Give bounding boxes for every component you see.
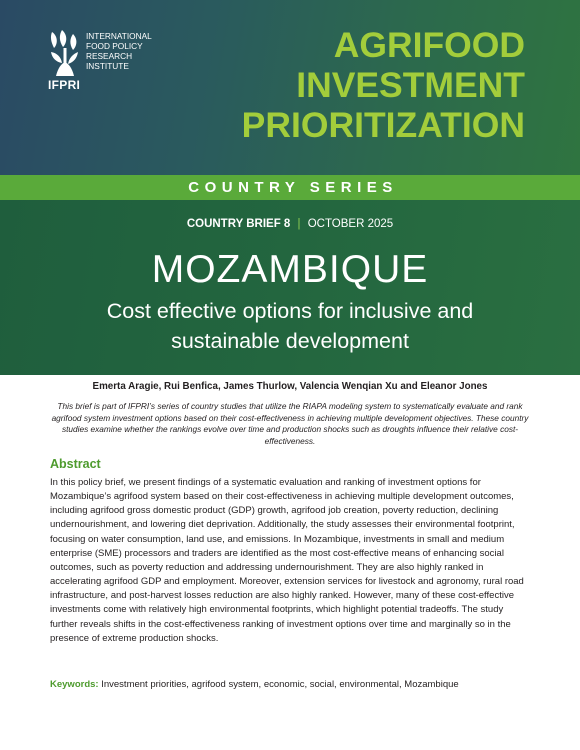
- ifpri-logo[interactable]: [48, 30, 158, 90]
- brief-separator: |: [297, 218, 301, 230]
- ifpri-wheat-icon: [48, 30, 82, 78]
- logo-line: INSTITUTE: [86, 61, 129, 71]
- cover-title-block: [0, 200, 580, 375]
- keywords-text: Investment priorities, agrifood system, economic, social, environmental, Mozambique: [101, 679, 459, 690]
- keywords-label: Keywords:: [50, 679, 99, 690]
- keywords: [50, 679, 532, 690]
- brief-subtitle: Cost effective options for inclusive and sustainable development: [106, 299, 474, 353]
- country-series-band: [0, 175, 580, 200]
- logo-line: INTERNATIONAL: [86, 31, 152, 41]
- logo-line: FOOD POLICY: [86, 41, 143, 51]
- title-line: PRIORITIZATION: [241, 105, 525, 145]
- series-title: [242, 25, 525, 145]
- abstract-body: In this policy brief, we present findings of a systematic evaluation and ranking of investment options for Mozambique’s agrifood system based on their cost-effectiveness in achieving multiple development outcomes, including agrifood gross domestic product (GDP) growth, agrifood job creation, poverty reduction, declining undernourishment, and lowering diet deprivation. Additionally, the study assesses their environmental footprint, focusing on water consumption, land use, and emissions. In Mozambique, investments in small and medium enterprise (SME) processors and traders are identified as the most cost-effective means of enhancing social outcomes, such as poverty reduction and addressing undernourishment. They are also highly ranked in accelerating agrifood GDP and employment. Moreover, extension services for livestock and agronomy, rural road infrastructure, and post-harvest losses reduction are also highly ranked. However, many of these cost-effective investments come with relatively high environmental footprints, which highlight potential tradeoffs. The study further reveals shifts in the cost-effectiveness ranking of investment options over time and marginally so in the presence of extreme production shocks.: [50, 477, 524, 644]
- authors-line: Emerta Aragie, Rui Benfica, James Thurlow, Valencia Wenqian Xu and Eleanor Jones: [92, 381, 488, 392]
- brief-date: OCTOBER 2025: [307, 218, 394, 230]
- logo-full-name: [86, 31, 166, 71]
- title-line: AGRIFOOD: [333, 25, 525, 65]
- brief-info: [0, 218, 580, 230]
- logo-abbreviation: IFPRI: [48, 78, 81, 92]
- abstract-heading: Abstract: [50, 457, 101, 471]
- country-title: MOZAMBIQUE: [151, 248, 429, 291]
- title-line: INVESTMENT: [296, 65, 525, 105]
- cover-header: [0, 0, 580, 175]
- series-intro: This brief is part of IFPRI’s series of country studies that utilize the RIAPA modeling system to systematically evaluate and rank agrifood system investment options based on their cost-effectiveness in achieving multiple development objectives. These country studies examine whether the rankings evolve over time and production shocks such as droughts influence their relative cost-effectiveness.: [51, 401, 529, 446]
- brief-number: COUNTRY BRIEF 8: [186, 218, 291, 230]
- logo-line: RESEARCH: [86, 51, 133, 61]
- series-label: COUNTRY SERIES: [188, 179, 398, 196]
